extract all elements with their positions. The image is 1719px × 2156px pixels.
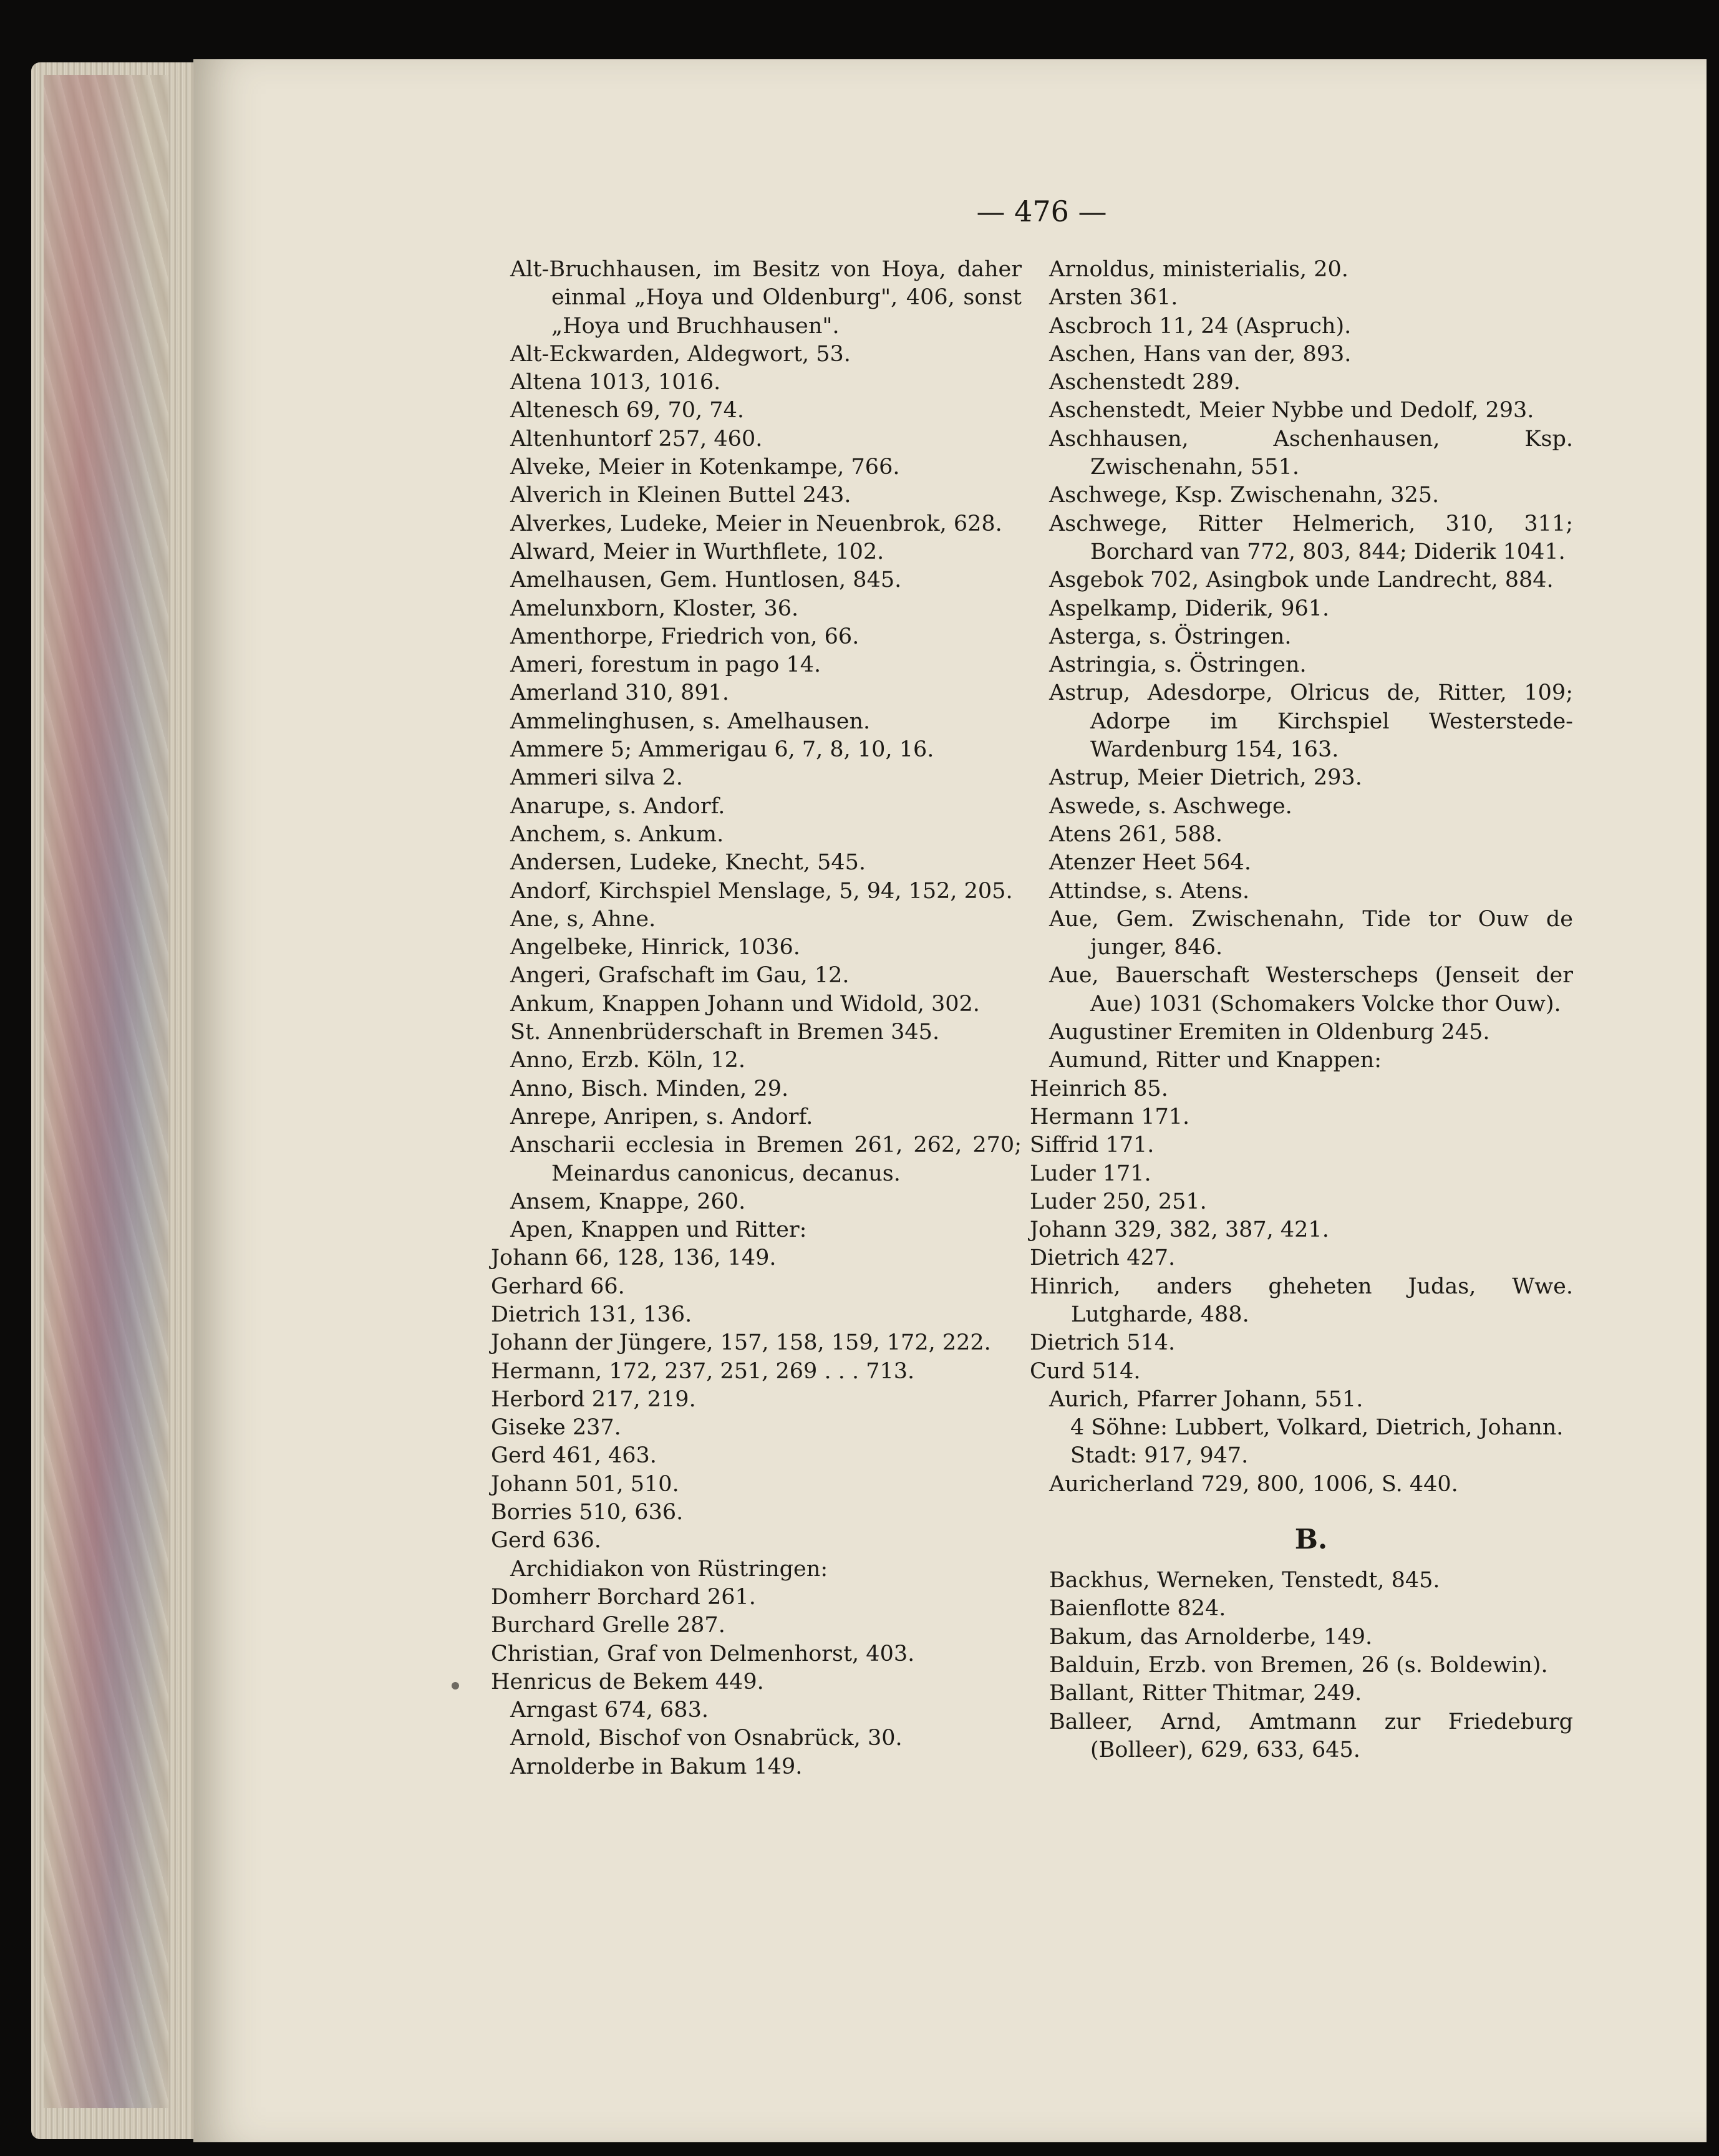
index-entry: Ankum, Knappen Johann und Widold, 302. (510, 991, 980, 1017)
index-entry: Dietrich 427. (1030, 1245, 1176, 1271)
index-entry: Alveke, Meier in Kotenkampe, 766. (510, 455, 900, 480)
index-entry: Angelbeke, Hinrick, 1036. (510, 935, 800, 960)
index-entry: Johann 329, 382, 387, 421. (1030, 1217, 1329, 1243)
index-entry: Altena 1013, 1016. (510, 370, 721, 395)
index-entry: Altenesch 69, 70, 74. (510, 398, 744, 423)
index-entry: Anscharii ecclesia in Bremen 261, 262, 270; Meinardus canonicus, decanus. (510, 1133, 1022, 1186)
index-entry: Astrup, Meier Dietrich, 293. (1049, 765, 1362, 791)
index-entry: Borries 510, 636. (491, 1500, 684, 1525)
index-entry: Henricus de Bekem 449. (491, 1669, 764, 1694)
index-entry: Andorf, Kirchspiel Menslage, 5, 94, 152, 205. (510, 878, 1013, 904)
index-entry: Luder 171. (1030, 1161, 1151, 1186)
index-entry: Baienflotte 824. (1049, 1596, 1226, 1622)
index-entry: Amelunxborn, Kloster, 36. (510, 596, 799, 621)
index-entry: Domherr Borchard 261. (491, 1584, 756, 1610)
index-entry: Ammeri silva 2. (510, 765, 683, 791)
index-entry: Aswede, s. Aschwege. (1049, 793, 1292, 819)
index-entry: Amelhausen, Gem. Huntlosen, 845. (510, 568, 902, 593)
index-entry: Johann 501, 510. (491, 1471, 679, 1497)
index-entry: Arngast 674, 683. (510, 1698, 709, 1723)
index-entry: Atenzer Heet 564. (1049, 850, 1252, 876)
index-entry: Aumund, Ritter und Knappen: (1049, 1048, 1382, 1073)
index-entry: Aue, Bauerschaft Westerscheps (Jenseit der Aue) 1031 (Schomakers Volcke thor Ouw). (1049, 963, 1573, 1017)
index-entry: Johann der Jüngere, 157, 158, 159, 172, 222. (491, 1330, 991, 1356)
index-entry: Ammere 5; Ammerigau 6, 7, 8, 10, 16. (510, 737, 934, 763)
index-entry: Arnoldus, ministerialis, 20. (1049, 257, 1349, 282)
index-entry: Aue, Gem. Zwischenahn, Tide tor Ouw de junger, 846. (1049, 906, 1573, 960)
index-entry: Aschwege, Ritter Helmerich, 310, 311; Borchard van 772, 803, 844; Diderik 1041. (1049, 511, 1573, 564)
index-entry: Luder 250, 251. (1030, 1189, 1207, 1214)
page-number: — 476 — (976, 195, 1107, 228)
index-entry: Gerd 636. (491, 1528, 601, 1554)
index-entry: Alt-Bruchhausen, im Besitz von Hoya, daher einmal „Hoya und Oldenburg", 406, sonst „Hoya und Bruchhausen". (510, 257, 1022, 339)
index-entry: Johann 66, 128, 136, 149. (491, 1245, 777, 1271)
index-entry: Alward, Meier in Wurthflete, 102. (510, 539, 884, 564)
index-entry: Bakum, das Arnolderbe, 149. (1049, 1624, 1373, 1650)
index-entry: Astringia, s. Östringen. (1049, 652, 1307, 678)
index-entry: Balduin, Erzb. von Bremen, 26 (s. Boldewin). (1049, 1652, 1548, 1678)
index-entry: Ballant, Ritter Thitmar, 249. (1049, 1681, 1362, 1706)
index-entry: Aschenstedt 289. (1049, 370, 1241, 395)
index-entry: Aschwege, Ksp. Zwischenahn, 325. (1049, 483, 1440, 508)
index-entry: St. Annenbrüderschaft in Bremen 345. (510, 1020, 940, 1045)
index-entry: Astrup, Adesdorpe, Olricus de, Ritter, 109; Adorpe im Kirchspiel Westerstede-Wardenburg 154, 163. (1049, 680, 1573, 763)
section-heading-b: B. (1294, 1524, 1328, 1556)
index-entry: Attindse, s. Atens. (1049, 878, 1250, 904)
index-entry: Andersen, Ludeke, Knecht, 545. (510, 850, 866, 876)
index-column-left (491, 256, 1022, 1781)
index-entry: Aschenstedt, Meier Nybbe und Dedolf, 293. (1049, 398, 1534, 423)
index-entry: Ascbroch 11, 24 (Aspruch). (1049, 313, 1352, 339)
index-entry: Amenthorpe, Friedrich von, 66. (510, 624, 860, 649)
index-entry: Asgebok 702, Asingbok unde Landrecht, 884. (1049, 568, 1554, 593)
index-entry: Arsten 361. (1049, 285, 1178, 311)
index-entry: Archidiakon von Rüstringen: (510, 1556, 828, 1582)
index-entry: Auricherland 729, 800, 1006, S. 440. (1049, 1471, 1458, 1497)
index-entry: Arnold, Bischof von Osnabrück, 30. (510, 1726, 903, 1751)
index-entry: Aspelkamp, Diderik, 961. (1049, 596, 1330, 621)
index-entry: Anrepe, Anripen, s. Andorf. (510, 1104, 813, 1129)
index-entry: Altenhuntorf 257, 460. (510, 426, 763, 452)
index-entry: Ammelinghusen, s. Amelhausen. (510, 708, 871, 734)
index-entry: Ansem, Knappe, 260. (510, 1189, 746, 1214)
index-entry: Heinrich 85. (1030, 1076, 1168, 1101)
index-entry: Aurich, Pfarrer Johann, 551. (1049, 1386, 1363, 1412)
index-column-right (1030, 256, 1573, 1764)
index-entry: Gerhard 66. (491, 1274, 625, 1299)
index-entry: Curd 514. (1030, 1358, 1141, 1384)
index-entry: Aschen, Hans van der, 893. (1049, 341, 1352, 367)
index-entry: Balleer, Arnd, Amtmann zur Friedeburg (Bolleer), 629, 633, 645. (1049, 1709, 1573, 1762)
index-entry: Burchard Grelle 287. (491, 1613, 725, 1638)
index-entry: Hermann 171. (1030, 1104, 1190, 1129)
index-entry: Ane, s, Ahne. (510, 906, 656, 932)
index-entry: Siffrid 171. (1030, 1133, 1155, 1158)
index-entry: Asterga, s. Östringen. (1049, 624, 1292, 649)
index-entry: Anno, Erzb. Köln, 12. (510, 1048, 745, 1073)
index-entry: Christian, Graf von Delmenhorst, 403. (491, 1641, 915, 1666)
index-entry: Giseke 237. (491, 1415, 621, 1441)
index-entry: Alverich in Kleinen Buttel 243. (510, 483, 851, 508)
index-entry: Apen, Knappen und Ritter: (510, 1217, 807, 1243)
index-entry: Hinrich, anders gheheten Judas, Wwe. Lutgharde, 488. (1030, 1274, 1573, 1327)
index-entry: Dietrich 514. (1030, 1330, 1176, 1356)
index-entry: Dietrich 131, 136. (491, 1302, 692, 1327)
index-entry: Arnolderbe in Bakum 149. (510, 1754, 803, 1779)
index-entry: Anchem, s. Ankum. (510, 821, 724, 847)
index-entry: Augustiner Eremiten in Oldenburg 245. (1049, 1020, 1490, 1045)
index-entry: Atens 261, 588. (1049, 821, 1223, 847)
index-entry: Amerland 310, 891. (510, 680, 730, 706)
index-entry: Anno, Bisch. Minden, 29. (510, 1076, 789, 1101)
ink-dot (452, 1682, 459, 1690)
index-entry: Angeri, Grafschaft im Gau, 12. (510, 963, 850, 989)
index-entry: Backhus, Werneken, Tenstedt, 845. (1049, 1568, 1440, 1593)
index-entry: Aschhausen, Aschenhausen, Ksp. Zwischenahn, 551. (1049, 426, 1573, 480)
index-entry: Stadt: 917, 947. (1070, 1443, 1249, 1469)
index-entry: Anarupe, s. Andorf. (510, 793, 725, 819)
index-entry: Alt-Eckwarden, Aldegwort, 53. (510, 341, 851, 367)
index-entry: Ameri, forestum in pago 14. (510, 652, 821, 678)
index-entry: 4 Söhne: Lubbert, Volkard, Dietrich, Johann. (1070, 1415, 1564, 1441)
index-entry: Gerd 461, 463. (491, 1443, 657, 1469)
index-entry: Herbord 217, 219. (491, 1386, 696, 1412)
index-entry: Hermann, 172, 237, 251, 269 . . . 713. (491, 1358, 915, 1384)
index-entry: Alverkes, Ludeke, Meier in Neuenbrok, 628. (510, 511, 1002, 536)
marbled-page-edge (44, 75, 168, 2108)
